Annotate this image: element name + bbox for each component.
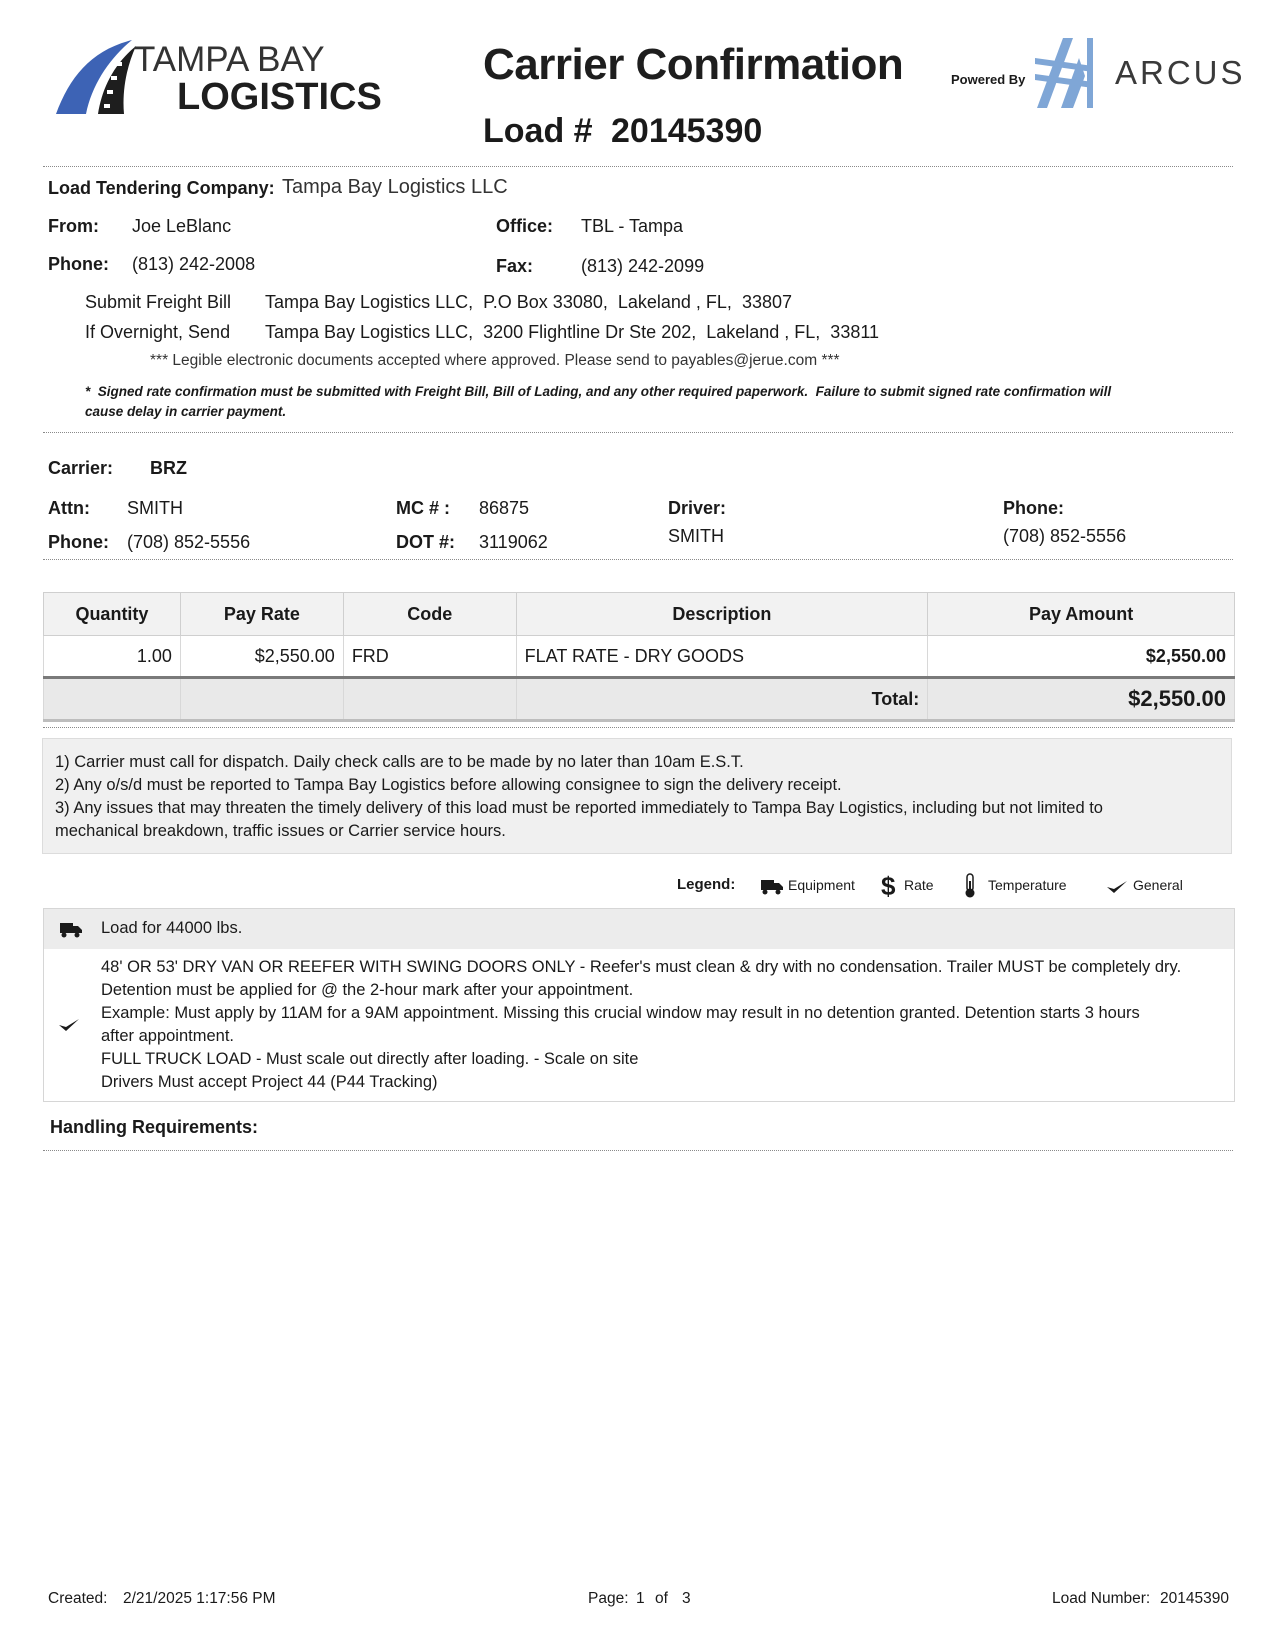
from-label: From: <box>48 216 99 236</box>
arcus-logo-icon <box>1033 36 1095 110</box>
col-code: Code <box>343 593 516 636</box>
overnight-address: Tampa Bay Logistics LLC, 3200 Flightline Dr Ste 202, Lakeland , FL, 33811 <box>265 322 880 342</box>
carrier-phone-label: Phone: <box>48 532 109 552</box>
phone-label: Phone: <box>48 254 109 274</box>
dollar-icon: $ <box>881 871 896 901</box>
empty-cell <box>44 678 181 721</box>
legend-equipment: Equipment <box>788 877 855 893</box>
instruction-1: 1) Carrier must call for dispatch. Daily check calls are to be made by no later than 10am E.S.T. <box>55 753 744 771</box>
carrier-label: Carrier: <box>48 458 114 478</box>
driver-phone-value: (708) 852-5556 <box>1003 526 1127 546</box>
phone-value: (813) 242-2008 <box>132 254 256 274</box>
pay-table <box>43 592 1235 722</box>
general-requirements <box>101 956 1231 1094</box>
footer-load-number-label: Load Number: <box>1052 1590 1151 1607</box>
carrier-phone-value: (708) 852-5556 <box>127 532 251 552</box>
dot-value: 3119062 <box>479 532 548 552</box>
page-of-label: of <box>655 1590 668 1607</box>
driver-phone-label: Phone: <box>1003 498 1064 518</box>
office-label: Office: <box>496 216 554 236</box>
divider <box>43 1150 1233 1151</box>
page-number: 1 <box>636 1590 645 1607</box>
logo-line-2: LOGISTICS <box>177 76 382 118</box>
instruction-2: 2) Any o/s/d must be reported to Tampa Bay Logistics before allowing consignee to sign the delivery receipt. <box>55 776 842 794</box>
created-label: Created: <box>48 1590 108 1607</box>
table-row <box>44 636 1235 678</box>
general-line: FULL TRUCK LOAD - Must scale out directly after loading. - Scale on site <box>101 1050 639 1068</box>
col-description: Description <box>516 593 928 636</box>
divider <box>43 727 1233 728</box>
total-label: Total: <box>516 678 928 721</box>
driver-label: Driver: <box>668 498 727 518</box>
general-line: Example: Must apply by 11AM for a 9AM appointment. Missing this crucial window may result in no detention granted. Detention starts 3 hours <box>101 1004 1140 1022</box>
submit-freight-bill-label: Submit Freight Bill <box>85 292 232 312</box>
divider <box>43 166 1233 167</box>
truck-icon <box>59 920 83 938</box>
col-quantity: Quantity <box>44 593 181 636</box>
handling-requirements-label: Handling Requirements: <box>50 1117 259 1137</box>
truck-icon <box>760 877 784 895</box>
driver-value: SMITH <box>668 526 724 546</box>
empty-cell <box>180 678 343 721</box>
total-row <box>44 678 1235 721</box>
equipment-row <box>44 909 1234 949</box>
mc-label: MC # : <box>396 498 450 518</box>
general-line: 48' OR 53' DRY VAN OR REEFER WITH SWING DOORS ONLY - Reefer's must clean & dry with no condensation. Trailer MUST be completely dry. <box>101 958 1182 976</box>
road-swoosh-icon <box>52 36 142 120</box>
legend-general: General <box>1133 877 1183 893</box>
attn-label: Attn: <box>48 498 90 518</box>
cell-code: FRD <box>343 636 516 678</box>
dot-label: DOT #: <box>396 532 456 552</box>
overnight-label: If Overnight, Send <box>85 322 231 342</box>
thermometer-icon <box>963 873 977 899</box>
tendering-company: Tampa Bay Logistics LLC <box>282 176 508 198</box>
legend-temperature: Temperature <box>988 877 1067 893</box>
empty-cell <box>343 678 516 721</box>
load-number: 20145390 <box>611 112 763 150</box>
footer-load-number: 20145390 <box>1160 1590 1229 1607</box>
load-details <box>43 908 1235 1102</box>
page-title: Carrier Confirmation <box>483 40 904 89</box>
signed-confirmation-note-1: * Signed rate confirmation must be submitted with Freight Bill, Bill of Lading, and any other required paperwork. Failure to submit signed rate confirmation will <box>85 384 1112 399</box>
equipment-text: Load for 44000 lbs. <box>101 919 243 937</box>
carrier-value: BRZ <box>150 458 187 478</box>
general-line: Drivers Must accept Project 44 (P44 Tracking) <box>101 1073 438 1091</box>
checkmark-icon <box>58 1017 80 1033</box>
cell-description: FLAT RATE - DRY GOODS <box>516 636 928 678</box>
instruction-3-cont: mechanical breakdown, traffic issues or Carrier service hours. <box>55 822 506 840</box>
general-line: after appointment. <box>101 1027 234 1045</box>
office-value: TBL - Tampa <box>581 216 684 236</box>
cell-pay-rate: $2,550.00 <box>180 636 343 678</box>
powered-by-label: Powered By <box>951 72 1026 87</box>
submit-freight-bill-address: Tampa Bay Logistics LLC, P.O Box 33080, Lakeland , FL, 33807 <box>265 292 792 312</box>
page-label: Page: <box>588 1590 629 1607</box>
from-value: Joe LeBlanc <box>132 216 232 236</box>
general-line: Detention must be applied for @ the 2-hour mark after your appointment. <box>101 981 634 999</box>
attn-value: SMITH <box>127 498 183 518</box>
electronic-docs-note: *** Legible electronic documents accepted where approved. Please send to payables@jerue.com *** <box>150 352 840 369</box>
table-header-row <box>44 593 1235 636</box>
fax-label: Fax: <box>496 256 534 276</box>
created-value: 2/21/2025 1:17:56 PM <box>123 1590 276 1607</box>
checkmark-icon <box>1106 879 1128 895</box>
total-amount: $2,550.00 <box>928 678 1235 721</box>
tendering-company-label: Load Tendering Company: <box>48 178 275 198</box>
fax-value: (813) 242-2099 <box>581 256 705 276</box>
cell-pay-amount: $2,550.00 <box>928 636 1235 678</box>
legend-rate: Rate <box>904 877 934 893</box>
col-pay-amount: Pay Amount <box>928 593 1235 636</box>
cell-quantity: 1.00 <box>44 636 181 678</box>
col-pay-rate: Pay Rate <box>180 593 343 636</box>
page-count: 3 <box>682 1590 691 1607</box>
mc-value: 86875 <box>479 498 530 518</box>
legend-label: Legend: <box>677 876 736 893</box>
carrier-instructions <box>42 738 1232 854</box>
load-number-label: Load # <box>483 112 593 150</box>
arcus-wordmark: ARCUS <box>1115 54 1246 91</box>
divider <box>43 559 1233 560</box>
signed-confirmation-note-2: cause delay in carrier payment. <box>85 404 287 419</box>
divider <box>43 432 1233 433</box>
tampa-bay-logo <box>52 36 382 120</box>
instruction-3: 3) Any issues that may threaten the timely delivery of this load must be reported immediately to Tampa Bay Logistics, including but not limited to <box>55 799 1103 817</box>
logo-line-1: TAMPA BAY <box>134 40 325 79</box>
